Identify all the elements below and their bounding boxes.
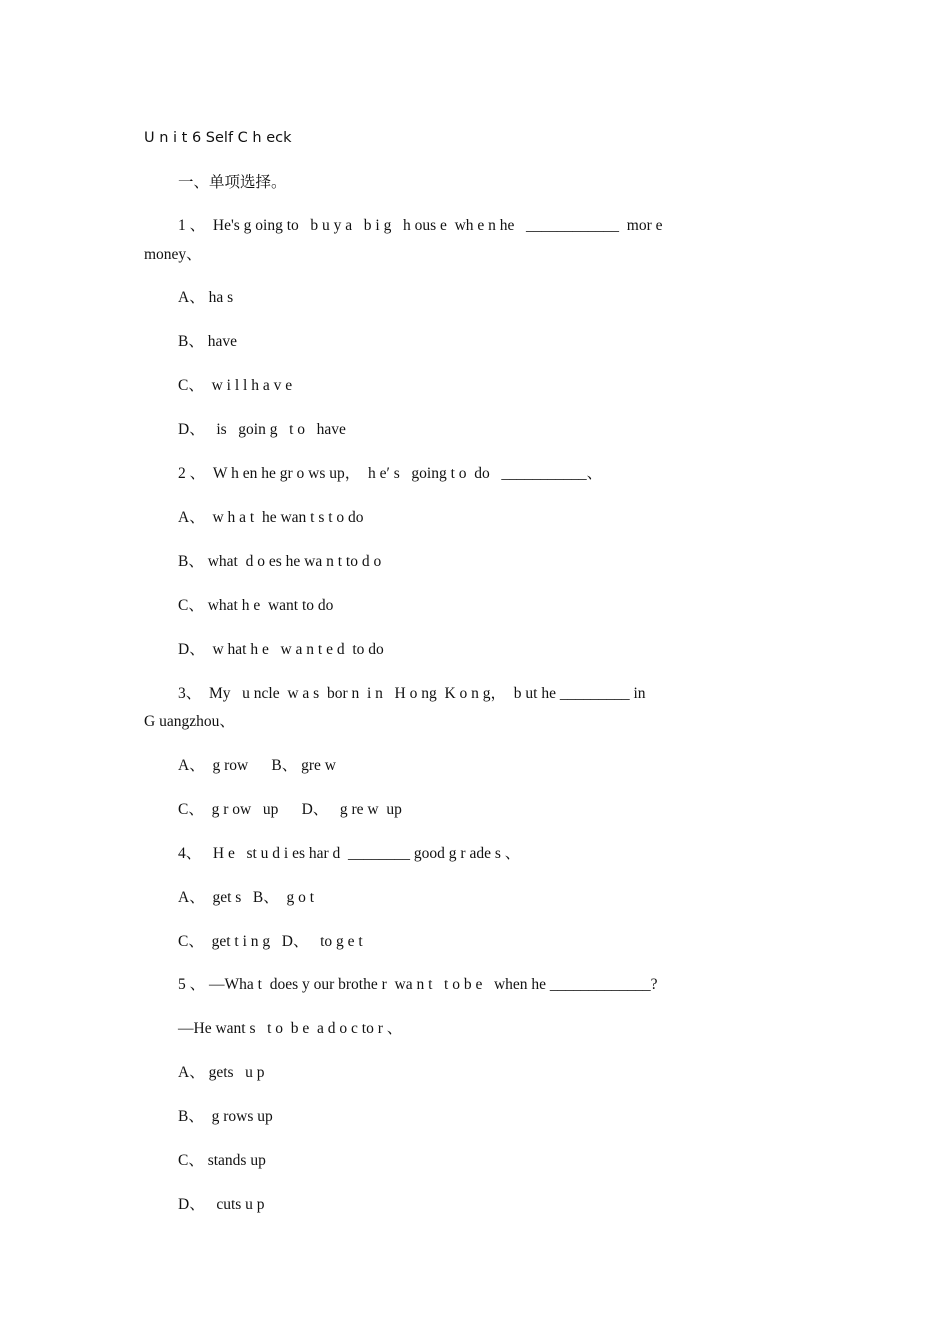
question-3-options-row-1: A、 g row B、 gre w — [178, 757, 336, 774]
question-2-option-c: C、 what h e want to do — [178, 597, 334, 614]
question-5-answer-line: —He want s t o b e a d o c to r 、 — [178, 1020, 403, 1037]
question-4-stem: 4、 H e st u d i es har d ________ good g r ade s 、 — [178, 845, 521, 862]
document-title: U n i t 6 Self C h eck — [144, 130, 292, 146]
question-1-option-a: A、 ha s — [178, 289, 234, 306]
question-1-option-b: B、 have — [178, 333, 237, 350]
question-1-option-d: D、 is goin g t o have — [178, 421, 346, 438]
question-3-options-row-2: C、 g r ow up D、 g re w up — [178, 801, 402, 818]
question-5-option-b: B、 g rows up — [178, 1108, 273, 1125]
question-2-option-b: B、 what d o es he wa n t to d o — [178, 553, 382, 570]
question-1-stem-continued: money、 — [144, 246, 202, 263]
question-5-option-c: C、 stands up — [178, 1152, 266, 1169]
question-3-stem-continued: G uangzhou、 — [144, 713, 235, 730]
question-2-stem: 2 、 W h en he gr o ws up， h e′ s going t o do ___________、 — [178, 465, 603, 482]
question-5-option-d: D、 cuts u p — [178, 1196, 265, 1213]
question-1-stem: 1 、 He's g oing to b u y a b i g h ous e wh e n he ____________ mor e — [178, 217, 663, 234]
question-2-option-a: A、 w h a t he wan t s t o do — [178, 509, 364, 526]
question-3-stem: 3、 My u ncle w a s bor n i n H o ng K o n g， b ut he _________ in — [178, 685, 646, 702]
section-heading: 一、单项选择。 — [178, 173, 287, 191]
question-4-options-row-2: C、 get t i n g D、 to g e t — [178, 933, 363, 950]
question-4-options-row-1: A、 get s B、 g o t — [178, 889, 315, 906]
question-5-stem: 5 、 —Wha t does y our brothe r wa n t t o b e when he _____________? — [178, 976, 658, 993]
question-1-option-c: C、 w i l l h a v e — [178, 377, 293, 394]
question-5-option-a: A、 gets u p — [178, 1064, 265, 1081]
question-2-option-d: D、 w hat h e w a n t e d to do — [178, 641, 384, 658]
